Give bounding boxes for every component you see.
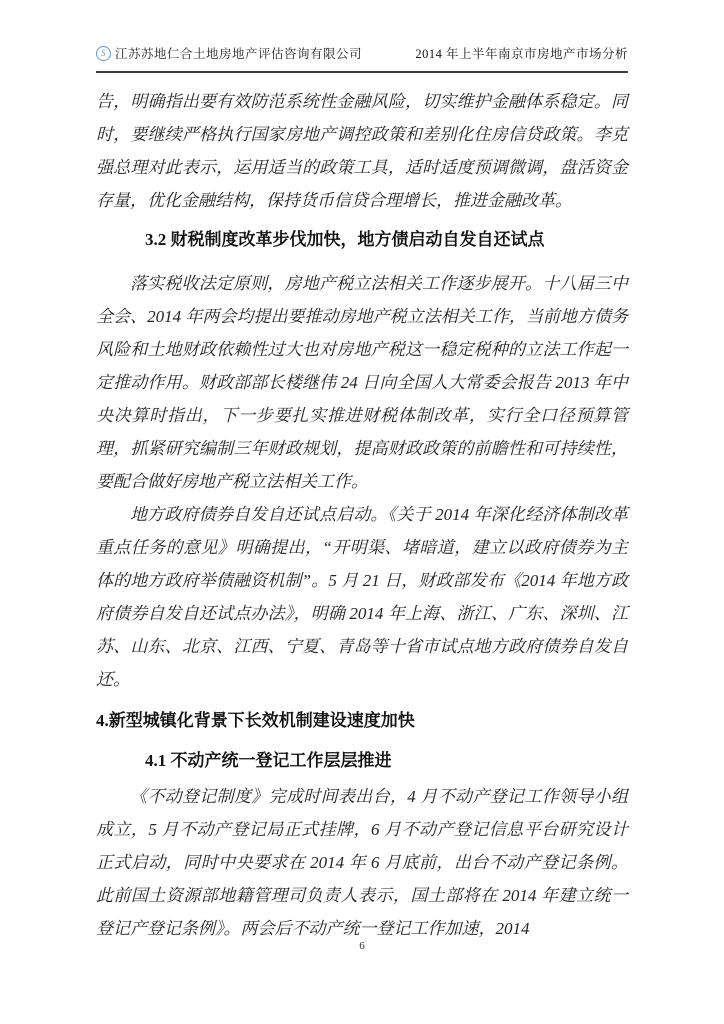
paragraph-local-bonds: 地方政府债券自发自还试点启动。《关于 2014 年深化经济体制改革重点任务的意见》明确提出，“开明渠、堵暗道，建立以政府债券为主体的地方政府举债融资机制”。5 月 21 日，财政部发布《2014 年地方政府债券自发自还试点办法》，明确 2014 年上海、浙江、广东、深圳、江苏、山东、北京、江西、宁夏、青岛等十省市试点地方政府债券自发自还。 (96, 505, 628, 689)
section-heading-4: 4.新型城镇化背景下长效机制建设速度加快 (96, 711, 415, 730)
page-header (96, 44, 628, 73)
paragraph-tax-reform: 落实税收法定原则，房地产税立法相关工作逐步展开。十八届三中全会、2014 年两会均提出要推动房地产税立法相关工作，当前地方债务风险和土地财政依赖性过大也对房地产税这一稳定税种的立法工作起一定推动作用。财政部部长楼继伟 24 日向全国人大常委会报告 2013 年中央决算时指出，下一步要扎实推进财税体制改革，实行全口径预算管理，抓紧研究编制三年财政规划，提高财政政策的前瞻性和可持续性，要配合做好房地产税立法相关工作。 (96, 274, 628, 491)
company-logo-icon: S (96, 46, 111, 61)
paragraph-registration: 《不动登记制度》完成时间表出台，4 月不动产登记工作领导小组成立，5 月不动产登记局正式挂牌，6 月不动产登记信息平台研究设计正式启动，同时中央要求在 2014 年 6 月底前，出台不动产登记条例。此前国土资源部地籍管理司负责人表示，国土部将在 2014 年建立统一登记产登记条例》。两会后不动产统一登记工作加速，2014 (96, 787, 628, 938)
section-heading-3-2: 3.2 财税制度改革步伐加快，地方债启动自发自还试点 (145, 230, 545, 249)
report-title: 2014 年上半年南京市房地产市场分析 (415, 47, 628, 61)
page-footer (0, 940, 724, 952)
section-heading-4-1: 4.1 不动产统一登记工作层层推进 (145, 751, 392, 770)
paragraph-continued: 告，明确指出要有效防范系统性金融风险，切实维护金融体系稳定。同时，要继续严格执行国家房地产调控政策和差别化住房信贷政策。李克强总理对此表示，运用适当的政策工具，适时适度预调微调，盘活资金存量，优化金融结构，保持货币信贷合理增长，推进金融改革。 (96, 92, 628, 210)
page-number: 6 (359, 940, 365, 952)
header-row (96, 44, 628, 73)
company-name: 江苏苏地仁合土地房地产评估咨询有限公司 (115, 47, 363, 61)
document-body (96, 85, 628, 945)
company-block (96, 44, 362, 62)
